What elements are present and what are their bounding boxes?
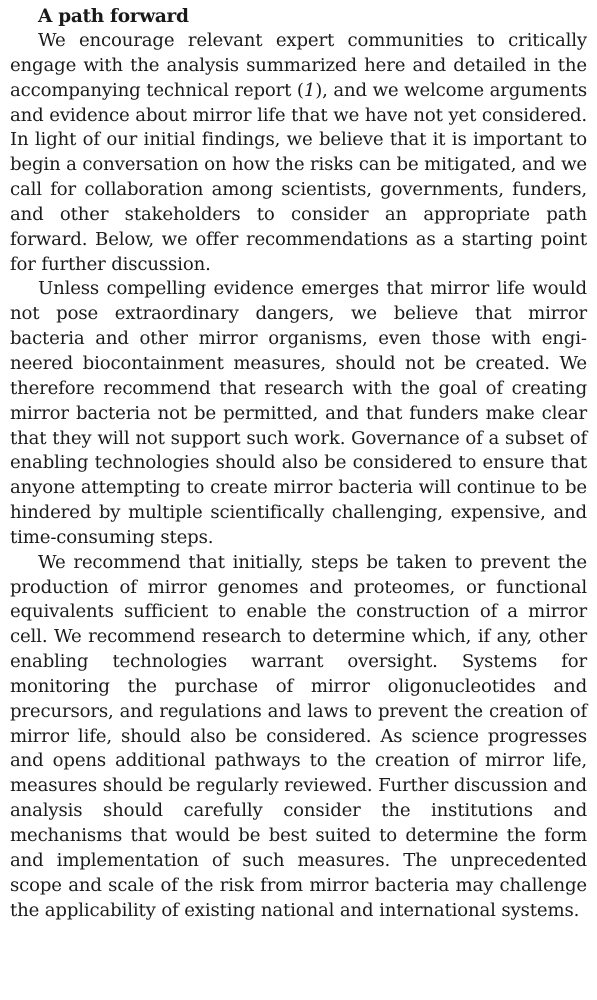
paragraph-1-text-before-ref: We encourage relevant expert communities to critically engage with the analysis summarized here and detailed in the accompanying technical report ( bbox=[10, 30, 587, 101]
paragraph-1-text-after-ref: ), and we welcome arguments and evidence about mirror life that we have not yet considered. In light of our initial findings, we believe that it is important to begin a conversation on how the risks can be mitigated, and we call for collaboration among scientists, governments, funders, and other stakeholders to consider an appropriate path forward. Below, we offer recommendations as a starting point for further discussion. bbox=[10, 79, 588, 275]
reference-citation: 1 bbox=[303, 79, 316, 101]
paragraph-3: We recommend that initially, steps be taken to prevent the production of mirror genomes and proteomes, or functional equivalents sufficient to enable the construction of a mirror cell. We recommend research to determine which, if any, other enabling technologies warrant oversight. Systems for monitoring the purchase of mirror oligonucleotides and precursors, and regulations and laws to prevent the creation of mirror life, should also be considered. As science progresses and opens additional pathways to the creation of mirror life, measures should be regularly reviewed. Further discussion and analysis should carefully consider the institutions and mechanisms that would be best suited to determine the form and implementation of such measures. The unprecedented scope and scale of the risk from mirror bacteria may challenge the applicability of existing national and international systems. bbox=[10, 551, 587, 921]
paragraph-2: Unless compelling evidence emerges that mirror life would not pose extraordinary dangers, we believe that mirror bacteria and other mirror organisms, even those with engineered biocontainment measures, should not be created. We therefore recommend that research with the goal of creating mirror bacteria not be permitted, and that funders make clear that they will not support such work. Governance of a subset of enabling technologies should also be considered to ensure that anyone attempting to create mirror bacteria will continue to be hindered by multiple scientifically challenging, expensive, and time-consuming steps. bbox=[10, 278, 587, 548]
section-heading: A path forward bbox=[38, 6, 189, 27]
paragraph-1 bbox=[10, 29, 587, 277]
